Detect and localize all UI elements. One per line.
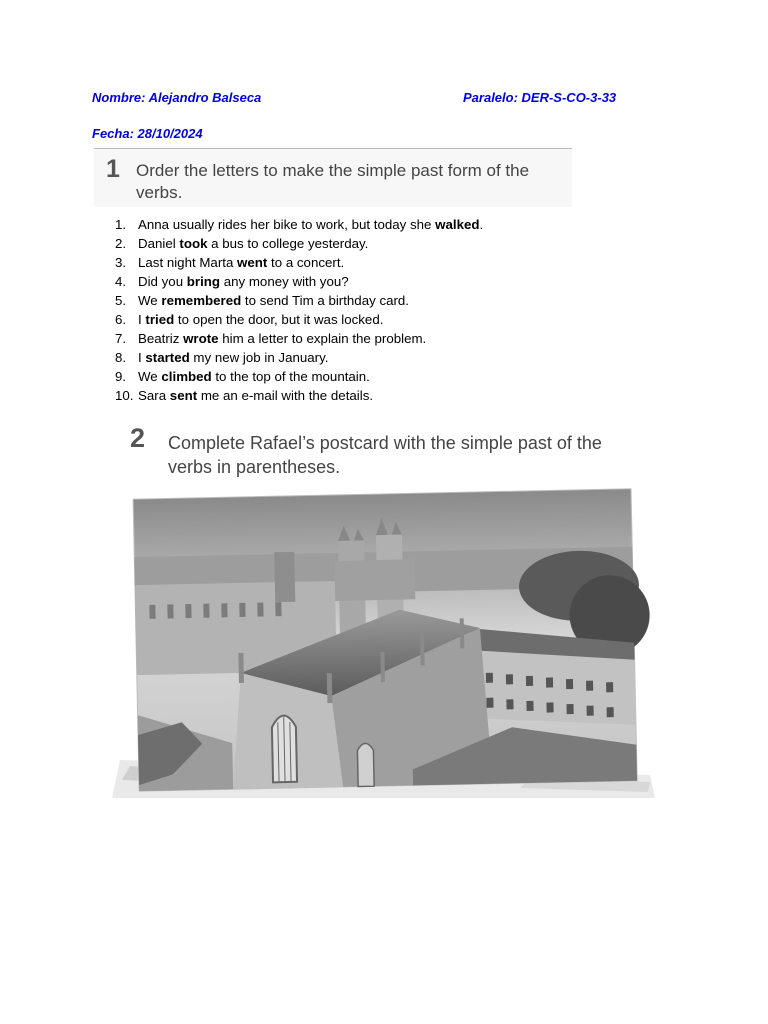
list-item: 2. Daniel took a bus to college yesterday. — [115, 236, 369, 251]
list-item: 3. Last night Marta went to a concert. — [115, 255, 345, 270]
exercise-2-instruction: Complete Rafael’s postcard with the simple past of the verbs in parentheses. — [168, 433, 602, 477]
exercise-1-header — [94, 148, 572, 207]
answer-verb: tried — [145, 312, 175, 327]
list-item: 6. I tried to open the door, but it was locked. — [115, 312, 384, 327]
list-item: 10. Sara sent me an e-mail with the details. — [115, 388, 374, 403]
list-item: 4. Did you bring any money with you? — [115, 274, 349, 289]
answer-verb: wrote — [183, 331, 219, 346]
answer-verb: walked — [435, 217, 480, 232]
exercise-2-number: 2 — [130, 423, 146, 453]
exercise-1-number: 1 — [106, 155, 120, 183]
exercise-1-instruction: Order the letters to make the simple past form of the verbs. — [136, 161, 530, 202]
list-item: 5. We remembered to send Tim a birthday card. — [115, 293, 410, 308]
list-item: 8. I started my new job in January. — [115, 350, 329, 365]
answer-verb: remembered — [161, 293, 242, 308]
answer-verb: sent — [169, 388, 198, 403]
answer-verb: went — [237, 255, 268, 270]
list-item: 1. Anna usually rides her bike to work, but today she walked. — [115, 217, 484, 232]
postcard-photo — [110, 480, 655, 798]
answer-verb: started — [145, 350, 190, 365]
answer-verb: took — [179, 236, 208, 251]
list-item: 7. Beatriz wrote him a letter to explain the problem. — [115, 331, 427, 346]
list-item: 9. We climbed to the top of the mountain. — [115, 369, 370, 384]
answer-verb: bring — [186, 274, 221, 289]
answer-verb: climbed — [161, 369, 212, 384]
student-name: Nombre: Alejandro Balseca — [92, 90, 262, 105]
exercise-1-list — [115, 215, 483, 405]
paralelo-label: Paralelo: DER-S-CO-3-33 — [463, 90, 617, 105]
date-label: Fecha: 28/10/2024 — [92, 126, 203, 141]
